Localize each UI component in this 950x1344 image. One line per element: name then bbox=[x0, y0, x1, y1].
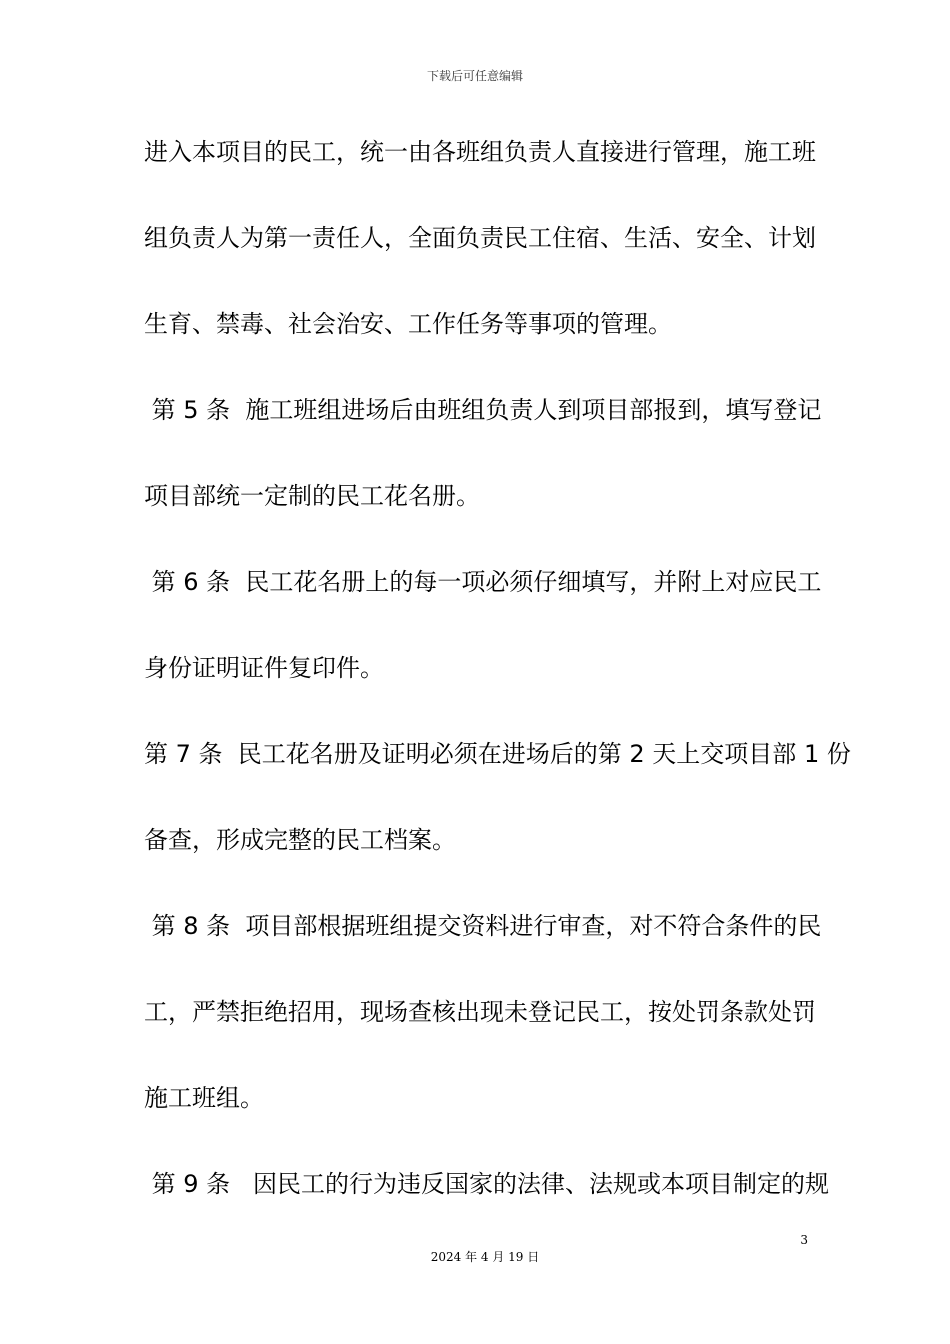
article-7-line: 第 7 条 民工花名册及证明必须在进场后的第 2 天上交项目部 1 份 bbox=[144, 740, 851, 768]
body-line: 组负责人为第一责任人，全面负责民工住宿、生活、安全、计划 bbox=[144, 224, 816, 252]
document-body bbox=[144, 128, 851, 1246]
body-line: 施工班组。 bbox=[144, 1084, 264, 1112]
page-header: 下载后可任意编辑 bbox=[426, 69, 523, 83]
body-line: 进入本项目的民工，统一由各班组负责人直接进行管理，施工班 bbox=[144, 138, 816, 166]
page-number: 3 bbox=[800, 1233, 808, 1247]
article-5-line: 第 5 条 施工班组进场后由班组负责人到项目部报到，填写登记 bbox=[144, 396, 822, 424]
body-line: 身份证明证件复印件。 bbox=[144, 654, 384, 682]
footer-date: 2024 年 4 月 19 日 bbox=[430, 1250, 540, 1264]
article-6-line: 第 6 条 民工花名册上的每一项必须仔细填写，并附上对应民工 bbox=[144, 568, 822, 596]
body-line: 生育、禁毒、社会治安、工作任务等事项的管理。 bbox=[144, 310, 672, 338]
article-8-line: 第 8 条 项目部根据班组提交资料进行审查，对不符合条件的民 bbox=[144, 912, 822, 940]
body-line: 备查，形成完整的民工档案。 bbox=[144, 826, 456, 854]
article-9-line: 第 9 条 因民工的行为违反国家的法律、法规或本项目制定的规 bbox=[144, 1170, 830, 1198]
body-line: 项目部统一定制的民工花名册。 bbox=[144, 482, 480, 510]
body-line: 工，严禁拒绝招用，现场查核出现未登记民工，按处罚条款处罚 bbox=[144, 998, 816, 1026]
